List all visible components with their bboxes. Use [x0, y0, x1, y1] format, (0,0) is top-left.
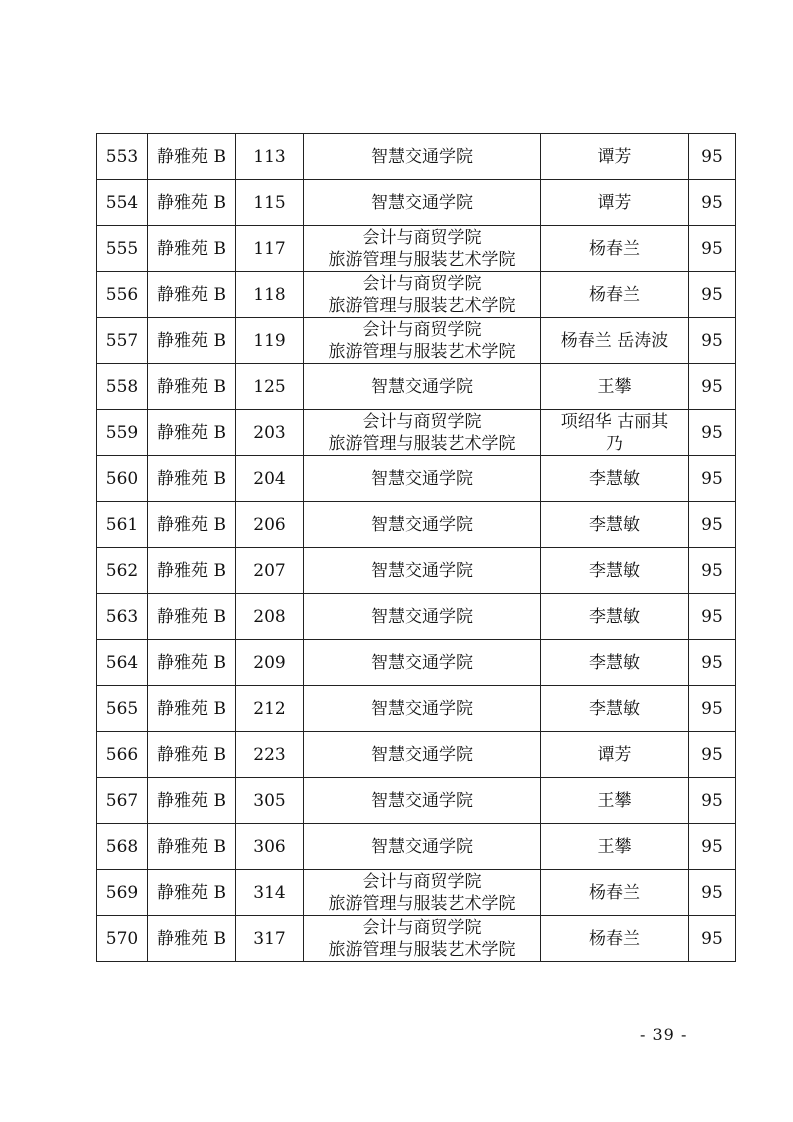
teacher-cell-line: 李慧敏	[589, 652, 640, 673]
row-number-cell: 554	[97, 180, 148, 226]
table-row	[97, 916, 736, 962]
teacher-cell	[541, 226, 689, 272]
table-row	[97, 640, 736, 686]
row-number-cell: 565	[97, 686, 148, 732]
building-cell: 静雅苑 B	[148, 916, 236, 962]
table-row	[97, 548, 736, 594]
row-number-cell: 553	[97, 134, 148, 180]
score-cell: 95	[689, 640, 736, 686]
room-number-cell: 113	[236, 134, 304, 180]
college-cell-line: 智慧交通学院	[371, 560, 473, 581]
college-cell-line: 智慧交通学院	[371, 606, 473, 627]
teacher-cell-line: 王攀	[597, 376, 632, 397]
table-row	[97, 226, 736, 272]
teacher-cell	[541, 640, 689, 686]
score-cell: 95	[689, 456, 736, 502]
room-number-cell: 306	[236, 824, 304, 870]
room-number-cell: 204	[236, 456, 304, 502]
college-cell	[304, 134, 541, 180]
building-cell: 静雅苑 B	[148, 732, 236, 778]
teacher-cell-line: 杨春兰 岳涛波	[560, 330, 669, 351]
teacher-cell-line: 项绍华 古丽其	[560, 411, 669, 432]
table-row	[97, 364, 736, 410]
row-number-cell: 567	[97, 778, 148, 824]
teacher-cell-line: 杨春兰	[589, 928, 640, 949]
teacher-cell	[541, 456, 689, 502]
building-cell: 静雅苑 B	[148, 686, 236, 732]
score-cell: 95	[689, 824, 736, 870]
score-cell: 95	[689, 272, 736, 318]
table-row	[97, 134, 736, 180]
teacher-cell-line: 谭芳	[597, 744, 632, 765]
building-cell: 静雅苑 B	[148, 134, 236, 180]
building-cell: 静雅苑 B	[148, 272, 236, 318]
building-cell: 静雅苑 B	[148, 870, 236, 916]
college-cell	[304, 916, 541, 962]
score-cell: 95	[689, 778, 736, 824]
teacher-cell	[541, 180, 689, 226]
teacher-cell-line: 王攀	[597, 790, 632, 811]
teacher-cell-line: 杨春兰	[589, 238, 640, 259]
college-cell-line: 会计与商贸学院	[362, 871, 482, 892]
room-number-cell: 314	[236, 870, 304, 916]
score-cell: 95	[689, 502, 736, 548]
table-row	[97, 272, 736, 318]
college-cell-line: 会计与商贸学院	[362, 227, 482, 248]
teacher-cell	[541, 548, 689, 594]
row-number-cell: 568	[97, 824, 148, 870]
room-number-cell: 212	[236, 686, 304, 732]
room-number-cell: 209	[236, 640, 304, 686]
college-cell-line: 旅游管理与服装艺术学院	[328, 295, 516, 316]
teacher-cell-line: 谭芳	[597, 192, 632, 213]
college-cell	[304, 410, 541, 456]
college-cell-line: 智慧交通学院	[371, 790, 473, 811]
dormitory-score-table	[96, 133, 736, 962]
building-cell: 静雅苑 B	[148, 640, 236, 686]
row-number-cell: 569	[97, 870, 148, 916]
college-cell	[304, 824, 541, 870]
college-cell	[304, 180, 541, 226]
college-cell-line: 旅游管理与服装艺术学院	[328, 341, 516, 362]
teacher-cell	[541, 410, 689, 456]
teacher-cell	[541, 364, 689, 410]
table-row	[97, 732, 736, 778]
table-row	[97, 410, 736, 456]
teacher-cell-line: 乃	[606, 433, 623, 454]
score-cell: 95	[689, 226, 736, 272]
teacher-cell-line: 李慧敏	[589, 560, 640, 581]
college-cell	[304, 364, 541, 410]
teacher-cell-line: 李慧敏	[589, 514, 640, 535]
row-number-cell: 562	[97, 548, 148, 594]
score-cell: 95	[689, 548, 736, 594]
college-cell	[304, 594, 541, 640]
building-cell: 静雅苑 B	[148, 502, 236, 548]
teacher-cell	[541, 778, 689, 824]
room-number-cell: 317	[236, 916, 304, 962]
college-cell	[304, 686, 541, 732]
row-number-cell: 563	[97, 594, 148, 640]
table-row	[97, 318, 736, 364]
room-number-cell: 125	[236, 364, 304, 410]
row-number-cell: 564	[97, 640, 148, 686]
room-number-cell: 203	[236, 410, 304, 456]
teacher-cell	[541, 870, 689, 916]
table-row	[97, 180, 736, 226]
teacher-cell-line: 杨春兰	[589, 284, 640, 305]
table-row	[97, 594, 736, 640]
building-cell: 静雅苑 B	[148, 226, 236, 272]
table-body	[97, 134, 736, 962]
building-cell: 静雅苑 B	[148, 778, 236, 824]
teacher-cell	[541, 824, 689, 870]
college-cell	[304, 502, 541, 548]
table-row	[97, 686, 736, 732]
college-cell	[304, 778, 541, 824]
score-cell: 95	[689, 134, 736, 180]
row-number-cell: 560	[97, 456, 148, 502]
room-number-cell: 206	[236, 502, 304, 548]
teacher-cell	[541, 594, 689, 640]
page-number: - 39 -	[640, 1025, 688, 1044]
score-cell: 95	[689, 732, 736, 778]
college-cell-line: 旅游管理与服装艺术学院	[328, 939, 516, 960]
teacher-cell-line: 谭芳	[597, 146, 632, 167]
college-cell	[304, 732, 541, 778]
room-number-cell: 305	[236, 778, 304, 824]
college-cell-line: 会计与商贸学院	[362, 273, 482, 294]
room-number-cell: 208	[236, 594, 304, 640]
room-number-cell: 117	[236, 226, 304, 272]
row-number-cell: 561	[97, 502, 148, 548]
college-cell-line: 智慧交通学院	[371, 192, 473, 213]
college-cell-line: 旅游管理与服装艺术学院	[328, 249, 516, 270]
college-cell	[304, 272, 541, 318]
college-cell	[304, 640, 541, 686]
teacher-cell	[541, 732, 689, 778]
row-number-cell: 558	[97, 364, 148, 410]
college-cell	[304, 456, 541, 502]
building-cell: 静雅苑 B	[148, 180, 236, 226]
college-cell-line: 智慧交通学院	[371, 146, 473, 167]
college-cell-line: 智慧交通学院	[371, 514, 473, 535]
college-cell-line: 智慧交通学院	[371, 652, 473, 673]
score-cell: 95	[689, 916, 736, 962]
teacher-cell	[541, 272, 689, 318]
row-number-cell: 557	[97, 318, 148, 364]
room-number-cell: 119	[236, 318, 304, 364]
score-cell: 95	[689, 410, 736, 456]
college-cell-line: 智慧交通学院	[371, 376, 473, 397]
building-cell: 静雅苑 B	[148, 318, 236, 364]
table-row	[97, 502, 736, 548]
teacher-cell	[541, 134, 689, 180]
college-cell-line: 会计与商贸学院	[362, 917, 482, 938]
room-number-cell: 223	[236, 732, 304, 778]
college-cell-line: 会计与商贸学院	[362, 411, 482, 432]
room-number-cell: 118	[236, 272, 304, 318]
teacher-cell-line: 李慧敏	[589, 468, 640, 489]
teacher-cell-line: 王攀	[597, 836, 632, 857]
score-cell: 95	[689, 870, 736, 916]
row-number-cell: 559	[97, 410, 148, 456]
room-number-cell: 115	[236, 180, 304, 226]
building-cell: 静雅苑 B	[148, 364, 236, 410]
college-cell-line: 智慧交通学院	[371, 698, 473, 719]
building-cell: 静雅苑 B	[148, 410, 236, 456]
college-cell-line: 智慧交通学院	[371, 744, 473, 765]
table-row	[97, 456, 736, 502]
teacher-cell	[541, 502, 689, 548]
room-number-cell: 207	[236, 548, 304, 594]
building-cell: 静雅苑 B	[148, 456, 236, 502]
score-cell: 95	[689, 594, 736, 640]
building-cell: 静雅苑 B	[148, 548, 236, 594]
college-cell-line: 旅游管理与服装艺术学院	[328, 433, 516, 454]
row-number-cell: 570	[97, 916, 148, 962]
table-row	[97, 778, 736, 824]
teacher-cell-line: 杨春兰	[589, 882, 640, 903]
college-cell-line: 旅游管理与服装艺术学院	[328, 893, 516, 914]
teacher-cell	[541, 318, 689, 364]
score-cell: 95	[689, 364, 736, 410]
teacher-cell-line: 李慧敏	[589, 698, 640, 719]
teacher-cell	[541, 686, 689, 732]
score-cell: 95	[689, 318, 736, 364]
row-number-cell: 556	[97, 272, 148, 318]
college-cell	[304, 548, 541, 594]
college-cell	[304, 870, 541, 916]
college-cell	[304, 318, 541, 364]
table-row	[97, 870, 736, 916]
college-cell-line: 智慧交通学院	[371, 468, 473, 489]
building-cell: 静雅苑 B	[148, 594, 236, 640]
teacher-cell	[541, 916, 689, 962]
building-cell: 静雅苑 B	[148, 824, 236, 870]
teacher-cell-line: 李慧敏	[589, 606, 640, 627]
college-cell-line: 会计与商贸学院	[362, 319, 482, 340]
score-cell: 95	[689, 180, 736, 226]
score-cell: 95	[689, 686, 736, 732]
row-number-cell: 555	[97, 226, 148, 272]
table-row	[97, 824, 736, 870]
college-cell	[304, 226, 541, 272]
college-cell-line: 智慧交通学院	[371, 836, 473, 857]
row-number-cell: 566	[97, 732, 148, 778]
